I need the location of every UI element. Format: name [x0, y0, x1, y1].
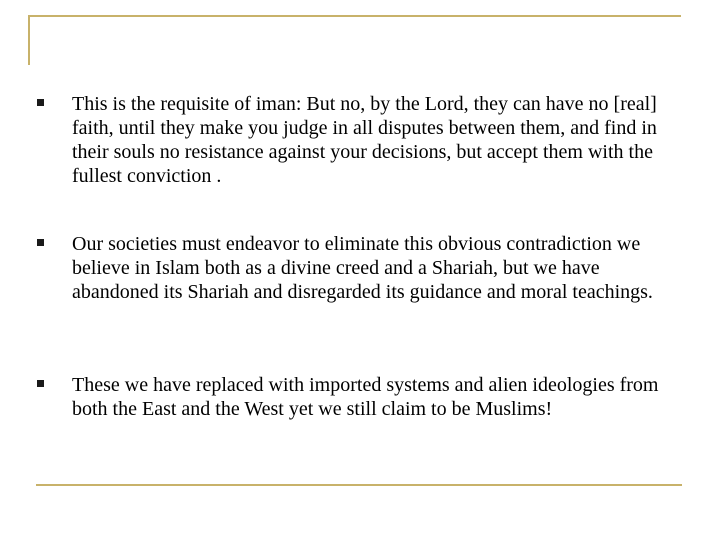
bullet-text: This is the requisite of iman: But no, by the Lord, they can have no [real] faith, until they make you judge in all disputes between them, and find in their souls no resistance against your decisions, but accept them with the fullest conviction . [72, 93, 657, 187]
bullet-text: Our societies must endeavor to eliminate this obvious contradiction we believe in Islam both as a divine creed and a Shariah, but we have abandoned its Shariah and disregarded its guidance and moral teachings. [72, 233, 653, 303]
bullet-text: These we have replaced with imported systems and alien ideologies from both the East and the West yet we still claim to be Muslims! [72, 374, 659, 420]
square-bullet-icon [37, 380, 44, 387]
square-bullet-icon [37, 239, 44, 246]
bottom-accent-rule [36, 484, 682, 486]
square-bullet-icon [37, 99, 44, 106]
